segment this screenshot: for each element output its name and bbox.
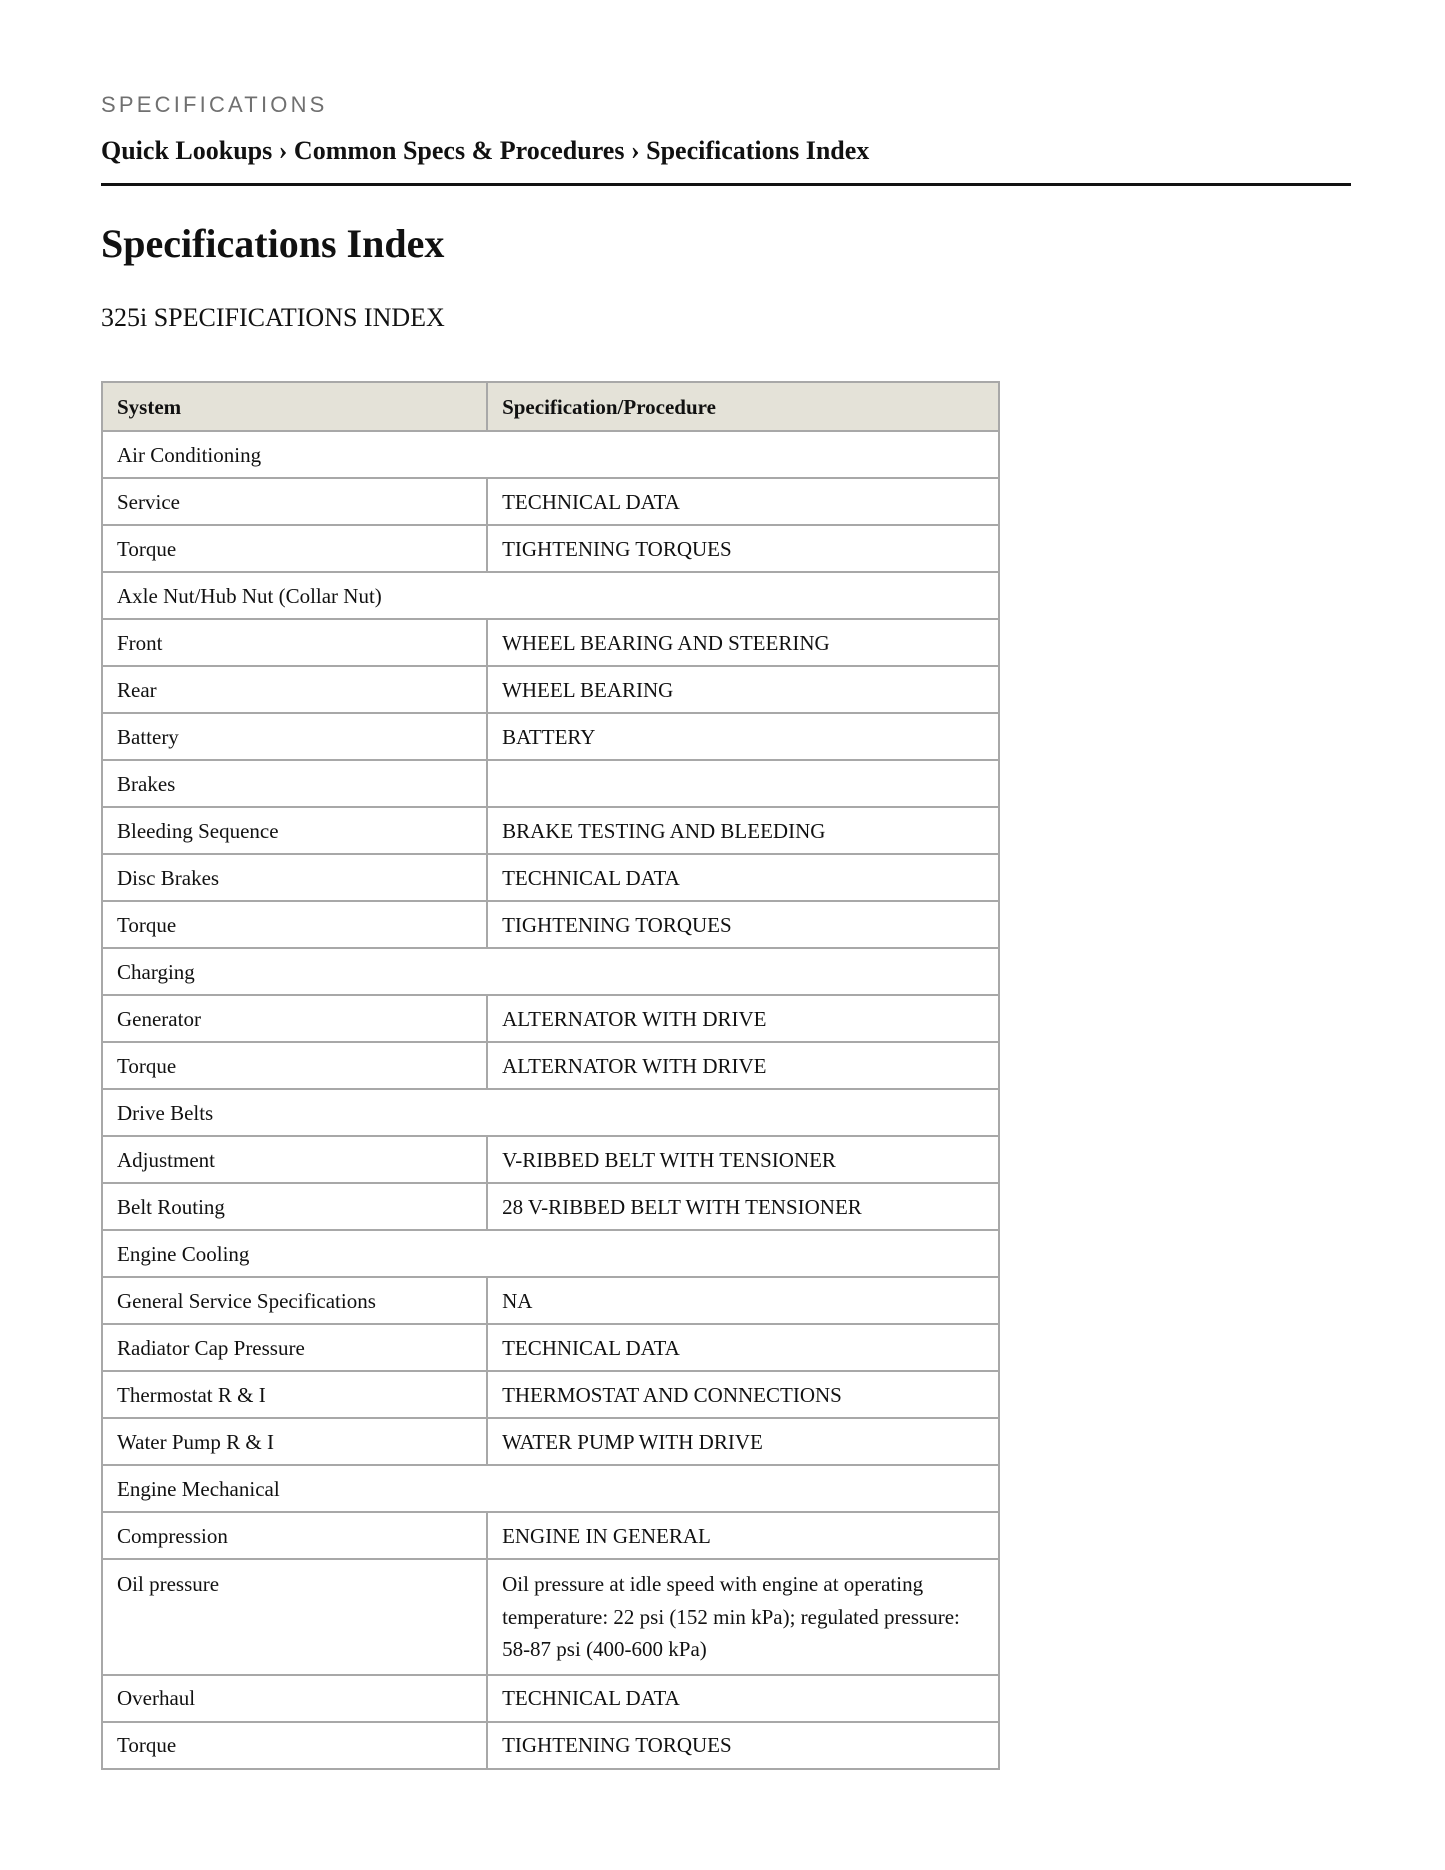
system-cell: Front (102, 619, 487, 666)
system-cell: Service (102, 478, 487, 525)
specification-cell[interactable]: TECHNICAL DATA (487, 854, 999, 901)
specifications-table (101, 381, 1000, 1770)
specification-cell[interactable]: ENGINE IN GENERAL (487, 1512, 999, 1559)
specification-cell[interactable]: TECHNICAL DATA (487, 478, 999, 525)
specification-cell[interactable]: TIGHTENING TORQUES (487, 525, 999, 572)
column-header-system: System (102, 382, 487, 431)
table-row (102, 1371, 999, 1418)
specification-cell[interactable]: TIGHTENING TORQUES (487, 1722, 999, 1769)
table-group-row (102, 948, 999, 995)
system-cell: Overhaul (102, 1675, 487, 1722)
table-row (102, 1559, 999, 1675)
table-group-row (102, 431, 999, 478)
table-body (102, 431, 999, 1769)
specification-cell[interactable]: ALTERNATOR WITH DRIVE (487, 1042, 999, 1089)
table-group-row (102, 760, 999, 807)
system-cell: Rear (102, 666, 487, 713)
header-divider (101, 183, 1351, 186)
table-row (102, 1418, 999, 1465)
table-row (102, 1722, 999, 1769)
table-row (102, 666, 999, 713)
system-cell: Belt Routing (102, 1183, 487, 1230)
table-group-row (102, 1089, 999, 1136)
specification-cell[interactable]: BATTERY (487, 713, 999, 760)
system-cell: Thermostat R & I (102, 1371, 487, 1418)
system-cell: Torque (102, 1722, 487, 1769)
specification-cell[interactable]: NA (487, 1277, 999, 1324)
specification-cell[interactable]: WHEEL BEARING (487, 666, 999, 713)
table-row (102, 854, 999, 901)
breadcrumb-link-common-specs[interactable]: Common Specs & Procedures (293, 136, 625, 165)
table-row (102, 1675, 999, 1722)
system-cell: Compression (102, 1512, 487, 1559)
breadcrumb-separator: › (630, 136, 640, 165)
specification-cell[interactable]: WHEEL BEARING AND STEERING (487, 619, 999, 666)
system-cell: Radiator Cap Pressure (102, 1324, 487, 1371)
system-cell: General Service Specifications (102, 1277, 487, 1324)
table-row (102, 525, 999, 572)
table-row (102, 1136, 999, 1183)
table-row (102, 1512, 999, 1559)
specification-cell[interactable]: ALTERNATOR WITH DRIVE (487, 995, 999, 1042)
specification-cell[interactable]: BRAKE TESTING AND BLEEDING (487, 807, 999, 854)
table-row (102, 807, 999, 854)
table-row (102, 1324, 999, 1371)
specification-cell[interactable]: V-RIBBED BELT WITH TENSIONER (487, 1136, 999, 1183)
column-header-specification: Specification/Procedure (487, 382, 999, 431)
section-eyebrow: SPECIFICATIONS (101, 92, 328, 117)
specification-cell[interactable]: Oil pressure at idle speed with engine at operating temperature: 22 psi (152 min kPa); regulated pressure: 58-87 psi (400-600 kPa) (487, 1559, 999, 1675)
table-row (102, 1042, 999, 1089)
breadcrumb (101, 135, 1351, 166)
system-cell: Adjustment (102, 1136, 487, 1183)
breadcrumb-current: Specifications Index (646, 136, 870, 165)
specification-cell[interactable]: TECHNICAL DATA (487, 1675, 999, 1722)
system-cell: Generator (102, 995, 487, 1042)
system-cell: Torque (102, 1042, 487, 1089)
system-group-cell: Engine Cooling (102, 1230, 999, 1277)
specification-cell[interactable]: THERMOSTAT AND CONNECTIONS (487, 1371, 999, 1418)
table-group-row (102, 572, 999, 619)
system-group-cell: Charging (102, 948, 999, 995)
system-group-cell: Engine Mechanical (102, 1465, 999, 1512)
table-row (102, 619, 999, 666)
specification-cell[interactable]: WATER PUMP WITH DRIVE (487, 1418, 999, 1465)
system-cell: Disc Brakes (102, 854, 487, 901)
system-cell: Torque (102, 901, 487, 948)
breadcrumb-separator: › (278, 136, 288, 165)
system-group-cell: Air Conditioning (102, 431, 999, 478)
system-cell: Bleeding Sequence (102, 807, 487, 854)
specification-cell[interactable]: TIGHTENING TORQUES (487, 901, 999, 948)
table-row (102, 478, 999, 525)
specification-cell[interactable]: TECHNICAL DATA (487, 1324, 999, 1371)
specification-cell[interactable]: 28 V-RIBBED BELT WITH TENSIONER (487, 1183, 999, 1230)
table-row (102, 995, 999, 1042)
table-row (102, 1277, 999, 1324)
table-row (102, 901, 999, 948)
system-group-cell: Drive Belts (102, 1089, 999, 1136)
table-group-row (102, 1465, 999, 1512)
table-row (102, 1183, 999, 1230)
system-group-cell: Axle Nut/Hub Nut (Collar Nut) (102, 572, 999, 619)
table-group-row (102, 1230, 999, 1277)
page-subtitle: 325i SPECIFICATIONS INDEX (101, 303, 445, 333)
table-header-row (102, 382, 999, 431)
system-cell: Torque (102, 525, 487, 572)
system-cell: Oil pressure (102, 1559, 487, 1675)
system-cell: Battery (102, 713, 487, 760)
system-cell: Brakes (102, 760, 487, 807)
breadcrumb-link-quick-lookups[interactable]: Quick Lookups (101, 136, 273, 165)
table-row (102, 713, 999, 760)
page-title: Specifications Index (101, 221, 445, 267)
system-cell: Water Pump R & I (102, 1418, 487, 1465)
specification-cell (487, 760, 999, 807)
